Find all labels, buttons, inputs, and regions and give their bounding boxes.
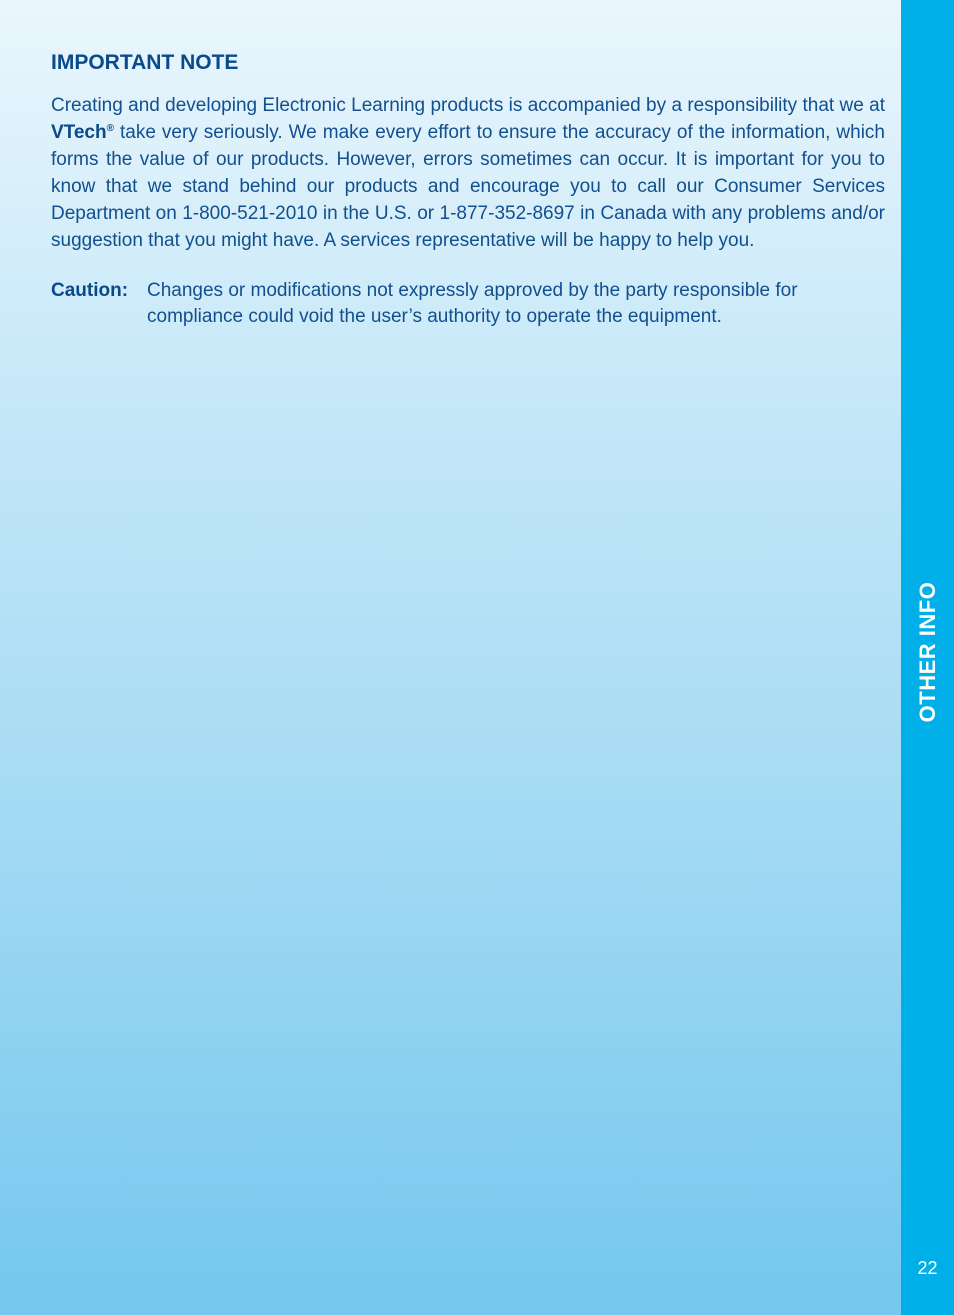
note-text-start: Creating and developing Electronic Learning products is accompanied by a responsibility that we at (51, 95, 885, 116)
main-content (51, 48, 885, 330)
caution-text: Changes or modifications not expressly approved by the party responsible for compliance could void the user’s authority to operate the equipment. (147, 280, 798, 327)
page-number: 22 (917, 1258, 938, 1278)
important-note-paragraph (51, 92, 885, 254)
note-text-end: take very seriously. We make every effort to ensure the accuracy of the information, which forms the value of our products. However, errors sometimes can occur. It is important for you to know that we stand behind our products and encourage you to call our Consumer Services Department on 1-800-521-2010 in the U.S. or 1-877-352-8697 in Canada with any problems and/or suggestion that you might have. A services representative will be happy to help you. (51, 122, 885, 251)
caution-label: Caution: (51, 280, 129, 301)
section-tab-label: OTHER INFO (915, 581, 940, 723)
registered-mark: ® (106, 123, 114, 134)
brand-name (51, 122, 114, 143)
page-title: IMPORTANT NOTE (51, 51, 239, 74)
caution-block (51, 278, 885, 330)
brand-label: VTech (51, 122, 107, 143)
